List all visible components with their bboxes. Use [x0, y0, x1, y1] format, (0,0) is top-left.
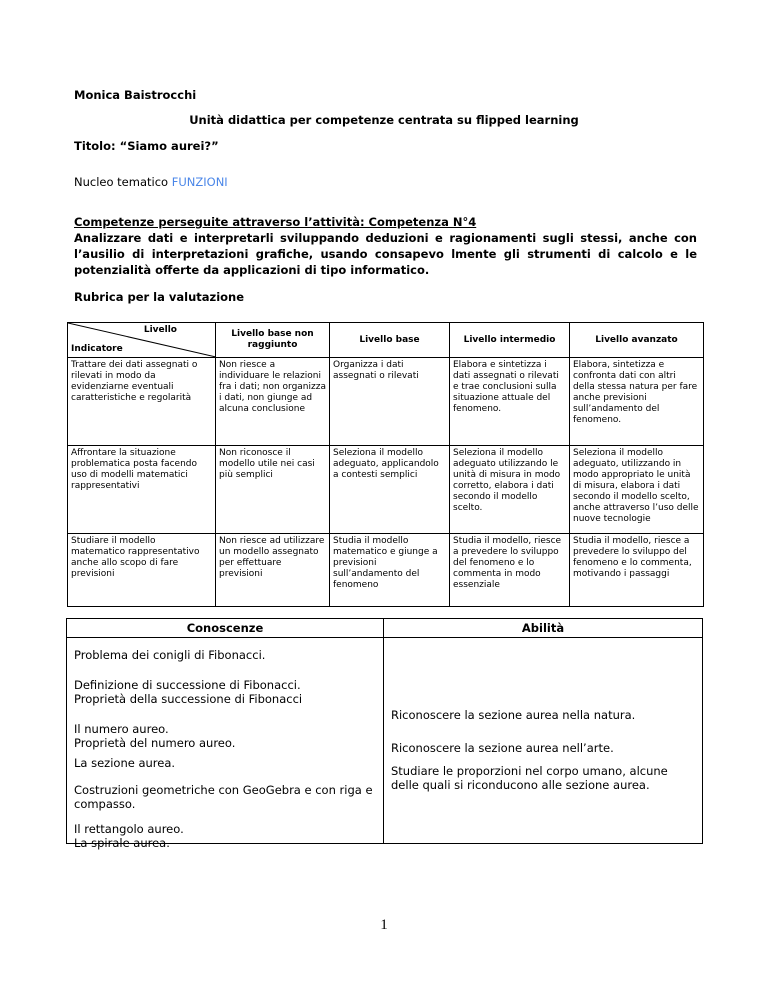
author-name: Monica Baistrocchi — [74, 88, 197, 102]
rubric-cell: Seleziona il modello adeguato, utilizzando in modo appropriato le unità di misura, elabora i dati secondo il modello scelto, anche attraverso l’uso delle nuove tecnologie — [570, 446, 704, 534]
rubric-cell: Seleziona il modello adeguato utilizzando le unità di misura in modo corretto, elabora i dati secondo il modello scelto. — [450, 446, 570, 534]
skill-item: Riconoscere la sezione aurea nella natura. — [391, 708, 636, 722]
abilita-header: Abilità — [384, 619, 703, 638]
knowledge-item: Definizione di successione di Fibonacci. Proprietà della successione di Fibonacci — [74, 678, 303, 706]
rubric-title: Rubrica per la valutazione — [74, 290, 245, 304]
level-header: Livello base non raggiunto — [216, 323, 330, 358]
rubric-cell: Studia il modello, riesce a prevedere lo sviluppo del fenomeno e lo commenta in modo essenziale — [450, 534, 570, 607]
knowledge-item: La sezione aurea. — [74, 756, 176, 770]
rubric-cell: Studia il modello, riesce a prevedere lo sviluppo del fenomeno e lo commenta, motivando i passaggi — [570, 534, 704, 607]
skill-item: Studiare le proporzioni nel corpo umano, alcune delle quali si riconducono alle sezione aurea. — [391, 764, 668, 792]
abilita-cell — [384, 638, 703, 844]
thematic-core-value: FUNZIONI — [171, 175, 228, 189]
rubric-cell: Non riesce a individuare le relazioni fra i dati; non organizza i dati, non giunge ad alcuna conclusione — [216, 358, 330, 446]
skill-item: Riconoscere la sezione aurea nell’arte. — [391, 741, 614, 755]
corner-level-label: Livello — [143, 325, 177, 335]
unit-title: Unità didattica per competenze centrata su flipped learning — [189, 113, 579, 127]
competence-block — [74, 214, 697, 278]
knowledge-item: Il numero aureo. Proprietà del numero aureo. — [74, 722, 236, 750]
knowledge-header-row — [67, 619, 703, 638]
knowledge-body-row — [67, 638, 703, 844]
rubric-cell: Non riesce ad utilizzare un modello assegnato per effettuare previsioni — [216, 534, 330, 607]
rubric-cell: Seleziona il modello adeguato, applicandolo a contesti semplici — [330, 446, 450, 534]
rubric-row — [68, 358, 704, 446]
rubric-row — [68, 446, 704, 534]
knowledge-item: Problema dei conigli di Fibonacci. — [74, 648, 266, 662]
rubric-cell: Studia il modello matematico e giunge a previsioni sull’andamento del fenomeno — [330, 534, 450, 607]
competence-text: Analizzare dati e interpretarli sviluppando deduzioni e ragionamenti sugli stessi, anche con l’ausilio di interpretazioni grafiche, usando consapevo lmente gli strumenti di calcolo e le potenzialità offerte da applicazioni di tipo informatico. — [74, 231, 697, 277]
indicator-cell: Affrontare la situazione problematica posta facendo uso di modelli matematici rappresentativi — [68, 446, 216, 534]
rubric-cell: Elabora, sintetizza e confronta dati con altri della stessa natura per fare anche previsioni sull’andamento del fenomeno. — [570, 358, 704, 446]
knowledge-item: Costruzioni geometriche con GeoGebra e con riga e compasso. — [74, 783, 373, 811]
conoscenze-cell — [67, 638, 384, 850]
thematic-core — [74, 175, 228, 189]
indicator-cell: Studiare il modello matematico rappresentativo anche allo scopo di fare previsioni — [68, 534, 216, 607]
level-header: Livello base — [330, 323, 450, 358]
rubric-cell: Organizza i dati assegnati o rilevati — [330, 358, 450, 446]
thematic-core-label: Nucleo tematico — [74, 175, 172, 189]
level-header: Livello intermedio — [450, 323, 570, 358]
rubric-header-row — [68, 323, 704, 358]
corner-indicator-label: Indicatore — [71, 344, 123, 354]
rubric-cell: Non riconosce il modello utile nei casi più semplici — [216, 446, 330, 534]
activity-title: Titolo: “Siamo aurei?” — [74, 139, 219, 153]
page-number: 1 — [380, 917, 388, 933]
indicator-cell: Trattare dei dati assegnati o rilevati in modo da evidenziarne eventuali caratteristiche e regolarità — [68, 358, 216, 446]
rubric-table — [67, 322, 704, 607]
competence-heading: Competenze perseguite attraverso l’attività: Competenza N°4 — [74, 215, 477, 229]
knowledge-skills-table — [66, 618, 703, 850]
rubric-corner-cell — [68, 323, 216, 358]
knowledge-item: Il rettangolo aureo. La spirale aurea. — [74, 822, 184, 850]
conoscenze-header: Conoscenze — [67, 619, 384, 638]
level-header: Livello avanzato — [570, 323, 704, 358]
rubric-cell: Elabora e sintetizza i dati assegnati o rilevati e trae conclusioni sulla situazione attuale del fenomeno. — [450, 358, 570, 446]
rubric-row — [68, 534, 704, 607]
